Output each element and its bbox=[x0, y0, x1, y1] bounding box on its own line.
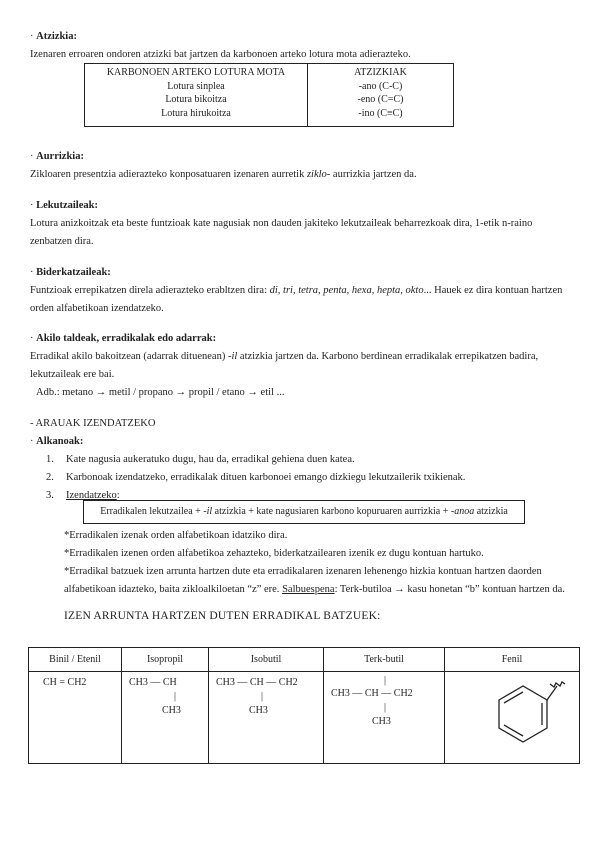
biderkatzaileak-prefixes: di, tri, tetra, penta, hexa, hepta, okto bbox=[269, 285, 424, 296]
steps-list bbox=[46, 451, 465, 505]
formula-text: CH = CH2 bbox=[43, 677, 87, 688]
formula-text: CH3 — CH bbox=[129, 677, 177, 688]
formula-text: CH3 bbox=[162, 705, 181, 716]
note-text: *Erradikal batzuek izen arrunta hartzen dute eta erradikalaren izenaren lehenengo hizkia kontuan hartzen daorden alfabetikoan idazteko, baita zikloalkiloetan “z” ere. bbox=[64, 566, 542, 595]
binil-cell bbox=[29, 672, 122, 764]
alkanoak-heading: Alkanoak: bbox=[36, 436, 84, 447]
table-cell: Lotura sinplea bbox=[167, 80, 225, 92]
formula-text: CH3 bbox=[249, 705, 268, 716]
salbuespena-label: Salbuespena bbox=[282, 584, 335, 595]
bullet: · bbox=[30, 31, 37, 42]
atzizkia-text: Izenaren erroaren ondoren atzizki bat jartzen da karbonoen arteko lotura mota adierazteko. bbox=[30, 49, 411, 60]
bullet: · bbox=[30, 267, 37, 278]
suffix-table-col1 bbox=[85, 64, 308, 127]
formula-box bbox=[83, 500, 525, 524]
note: *Erradikalen izenen orden alfabetikoa zehazteko, biderkatzailearen izenik ez dugu kontuan hartuko. bbox=[64, 548, 484, 559]
akilo-text-b: atzizkia jartzen da. Karbono berdinean erradikalak errepikatzen badira, lekutzaileak ere bai. bbox=[30, 351, 539, 380]
suffix-table-col2 bbox=[308, 64, 454, 127]
isopropil-cell bbox=[122, 672, 209, 764]
akilo-example: Adb.: metano → metil / propano → propil / etano → etil ... bbox=[36, 387, 285, 398]
table-header: Fenil bbox=[445, 648, 580, 672]
formula-text: CH3 — CH — CH2 bbox=[331, 688, 413, 699]
akilo-text-italic: -il bbox=[227, 351, 238, 362]
table-header: Binil / Etenil bbox=[29, 648, 122, 672]
table-header: KARBONOEN ARTEKO LOTURA MOTA bbox=[106, 67, 286, 78]
terkbutil-cell bbox=[324, 672, 445, 764]
step-text: Kate nagusia aukeratuko dugu, hau da, erradikal gehiena duen katea. bbox=[66, 454, 355, 465]
aurrizkia-text-b: aurrizkia jartzen da. bbox=[330, 169, 417, 180]
formula-part: atzizkia + kate nagusiaren karbono kopuruaren aurrizkia + bbox=[212, 506, 451, 517]
table-header: ATZIZKIAK bbox=[354, 67, 407, 78]
bullet: · bbox=[30, 436, 37, 447]
step-text: Izendatzeko bbox=[66, 490, 117, 501]
table-header: Isobutil bbox=[209, 648, 324, 672]
formula-italic: -anoa bbox=[450, 506, 475, 517]
table-cell: -eno (C=C) bbox=[357, 94, 404, 105]
atzizkia-section bbox=[30, 28, 575, 64]
table-cell: Lotura hirukoitza bbox=[161, 107, 231, 119]
formula-part: Erradikalen lekutzailea + bbox=[100, 506, 204, 517]
formula-text: CH3 bbox=[372, 716, 391, 727]
list-item: 2. Karbonoak izendatzeko, erradikalak dituen karbonoei emango dizkiegu lekutzailerik txikienak. bbox=[46, 472, 466, 483]
biderkatzaileak-text-a: Funtzioak errepikatzen direla adierazteko erabltzen dira: bbox=[30, 285, 270, 296]
aurrizkia-text-italic: ziklo- bbox=[306, 169, 331, 180]
suffix-table bbox=[84, 63, 454, 127]
lekutzaileak-heading: Lekutzaileak: bbox=[36, 200, 98, 211]
isobutil-cell bbox=[209, 672, 324, 764]
lekutzaileak-text: Lotura anizkoitzak eta beste funtzioak kate nagusiak non dauden jakiteko lekutzaileak beharrezkoak dira, 1-etik n-raino zenbatzen dira. bbox=[30, 218, 533, 247]
table-cell: Lotura bikoitza bbox=[165, 94, 227, 105]
formula-part: atzizkia bbox=[474, 506, 508, 517]
akilo-text-a: Erradikal akilo bakoitzean (adarrak dituenean) bbox=[30, 351, 228, 362]
arauak-title: - ARAUAK IZENDATZEKO bbox=[30, 418, 156, 429]
note bbox=[64, 563, 579, 599]
list-item: 3. Izendatzeko: bbox=[46, 490, 120, 501]
notes bbox=[64, 527, 579, 599]
akilo-section bbox=[30, 330, 575, 402]
bond-line: | bbox=[384, 675, 387, 686]
akilo-heading: Akilo taldeak, erradikalak edo adarrak: bbox=[36, 333, 217, 344]
aurrizkia-text-a: Zikloaren presentzia adierazteko konposatuaren izenaren aurretik bbox=[30, 169, 307, 180]
list-item: 1. Kate nagusia aukeratuko dugu, hau da, erradikal gehiena duen katea. bbox=[46, 454, 355, 465]
bond-line: | bbox=[261, 691, 264, 702]
biderkatzaileak-section bbox=[30, 264, 575, 318]
aurrizkia-section bbox=[30, 148, 575, 184]
biderkatzaileak-text-b: ... Hauek ez dira kontuan hartzen orden alfabetikoan izendatzeko. bbox=[30, 285, 563, 314]
aurrizkia-heading: Aurrizkia: bbox=[36, 151, 84, 162]
bullet: · bbox=[30, 333, 37, 344]
bullet: · bbox=[30, 151, 37, 162]
radicals-table bbox=[28, 647, 580, 764]
table-header: Terk-butil bbox=[324, 648, 445, 672]
bond-line: | bbox=[174, 691, 177, 702]
salbuespena-text: : Terk-butiloa → kasu honetan “b” kontuan hartzen da. bbox=[334, 584, 565, 595]
benzene-ring-icon bbox=[452, 672, 572, 760]
lekutzaileak-section bbox=[30, 197, 575, 251]
bond-line: | bbox=[384, 702, 387, 713]
note: *Erradikalen izenak orden alfabetikoan idatziko dira. bbox=[64, 530, 288, 541]
step-text: Karbonoak izendatzeko, erradikalak dituen karbonoei emango dizkiegu lekutzailerik txikienak. bbox=[66, 472, 466, 483]
atzizkia-heading: Atzizkia: bbox=[36, 31, 77, 42]
biderkatzaileak-heading: Biderkatzaileak: bbox=[36, 267, 111, 278]
arauak-section bbox=[30, 415, 575, 451]
formula-text: CH3 — CH — CH2 bbox=[216, 677, 298, 688]
table-cell: -ano (C-C) bbox=[358, 80, 403, 92]
table-header: Isopropil bbox=[122, 648, 209, 672]
table-cell: -ino (C≡C) bbox=[358, 107, 403, 119]
formula-italic: -il bbox=[203, 506, 213, 517]
fenil-cell bbox=[445, 672, 580, 764]
radicals-title: IZEN ARRUNTA HARTZEN DUTEN ERRADIKAL BATZUEK: bbox=[64, 610, 381, 622]
bullet: · bbox=[30, 200, 37, 211]
